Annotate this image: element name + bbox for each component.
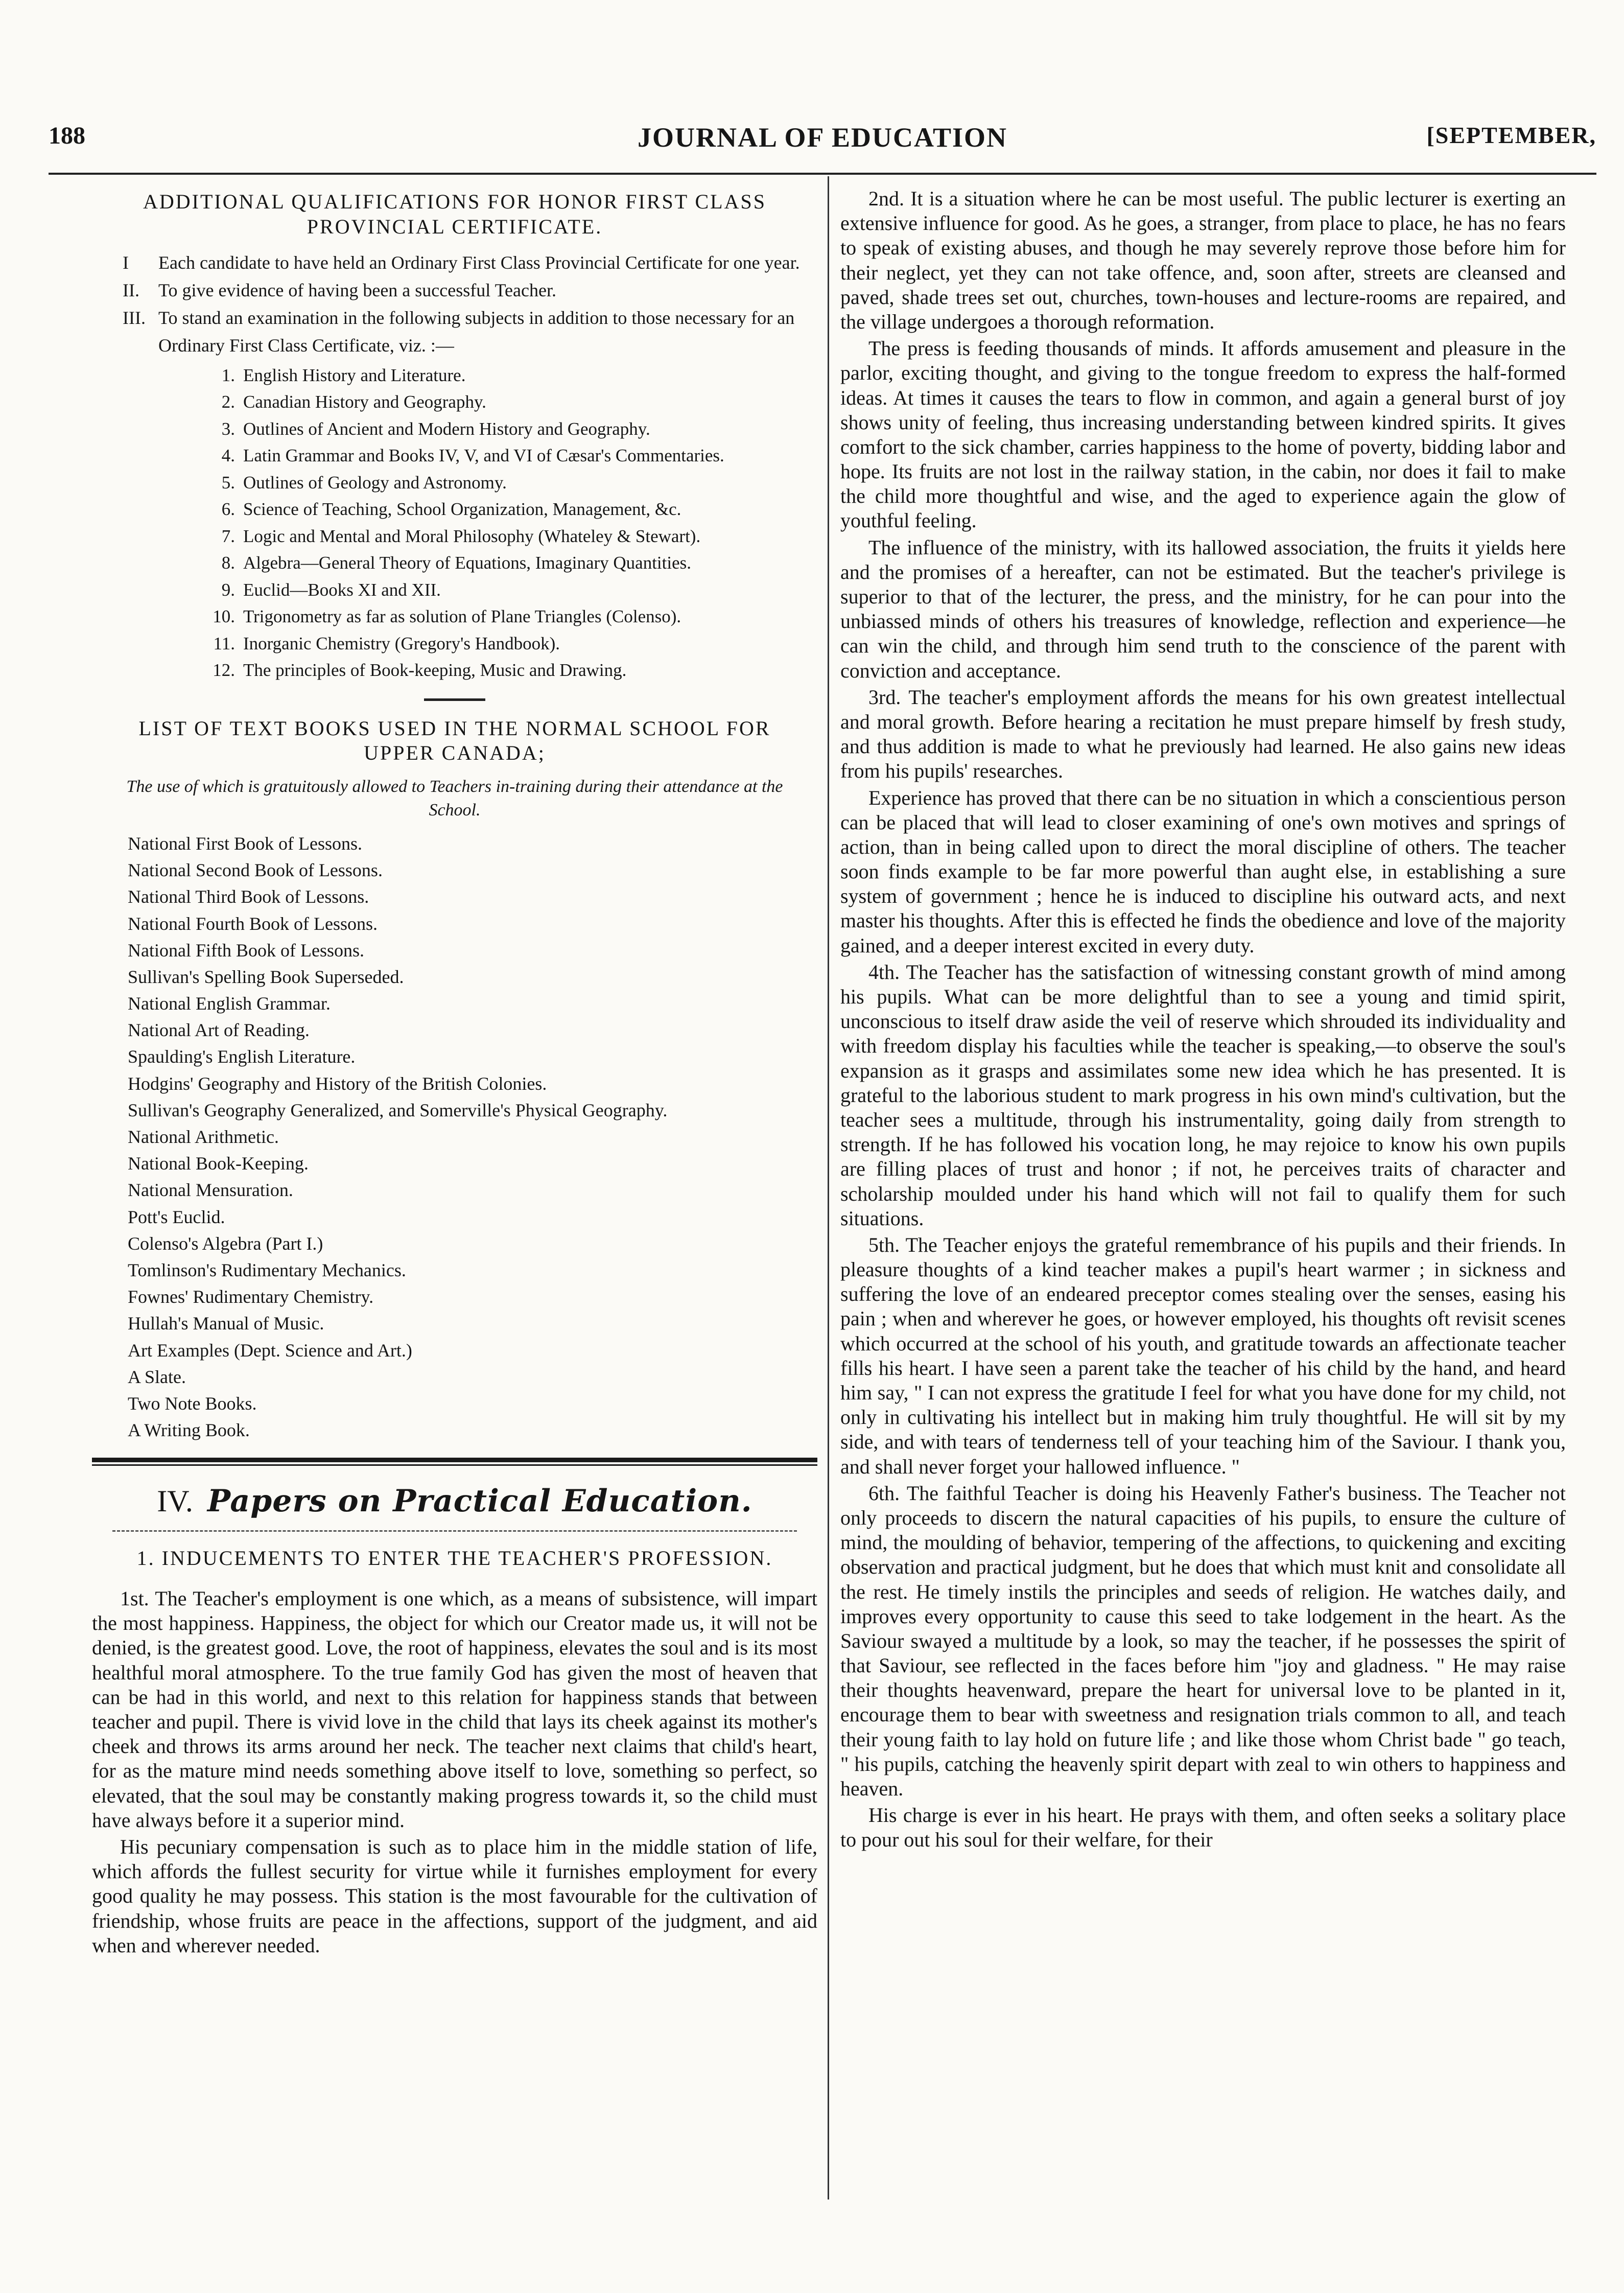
text-book-item: National Second Book of Lessons.: [128, 860, 383, 881]
text-book-item: National English Grammar.: [128, 993, 331, 1014]
subject-text: Canadian History and Geography.: [243, 392, 486, 412]
subject-item: [204, 496, 817, 523]
item-text: To give evidence of having been a successful Teacher.: [158, 279, 556, 300]
text-book-item: Pott's Euclid.: [128, 1206, 225, 1227]
subject-number: 7.: [221, 526, 235, 546]
subject-item: [204, 657, 817, 684]
body-paragraph: Experience has proved that there can be no situation in which a conscientious person can be placed that will lead to closer examining of one's own motives and springs of action, than in being called upon to direct the moral discipline of others. The teacher soon finds example to be far more powerful than aught else, in establishing a sure system of government ; hence he is induced to discipline his outward acts, and next master his thoughts. After this is effected he finds the obedience and love of the majority gained, and a deeper interest excited in every duty.: [840, 786, 1566, 957]
right-column: [840, 186, 1566, 2205]
item-text: To stand an examination in the following subjects in addition to those necessary for an Ordinary First Class Certificate, viz. :—: [158, 307, 795, 356]
subject-text: English History and Literature.: [243, 365, 466, 385]
part-rule-thin: [92, 1464, 817, 1466]
qualification-item: [123, 249, 817, 276]
subject-text: Algebra—General Theory of Equations, Imaginary Quantities.: [243, 553, 691, 573]
part-title-text: Papers on Practical Education.: [207, 1483, 752, 1519]
text-book-item: Spaulding's English Literature.: [128, 1046, 356, 1067]
item-mark: III.: [123, 307, 146, 328]
qualification-item: [123, 276, 817, 304]
text-book-item: Hullah's Manual of Music.: [128, 1313, 324, 1334]
item-mark: II.: [123, 279, 139, 300]
part-number: IV.: [157, 1484, 193, 1518]
subject-number: 5.: [221, 472, 235, 493]
body-paragraph: 6th. The faithful Teacher is doing his Heavenly Father's business. The Teacher not only proceeds to discern the natural capacities of his pupils, to ensure the culture of mind, the moulding of behavior, tempering of the affections, to quickening and exciting observation and practical judgment, but he does that which must knit and consolidate all the rest. He timely instils the principles and seeds of religion. He watches daily, and improves every opportunity to cause this seed to take lodgement in the heart. As the Saviour swayed a multitude by a look, so may the teacher, if he possesses the spirit of that Saviour, see reflected in the faces before him "joy and gladness. " He may raise their thoughts heavenward, prepare the heart for universal love to be planted in it, encourage them to bear with sweetness and resignation trials common to all, and teach their young faith to lay hold on future life ; and like those whom Christ bade " go teach, " his pupils, catching the heavenly spirit depart with zeal to win others to happiness and heaven.: [840, 1481, 1566, 1800]
subject-item: [204, 362, 817, 389]
subject-text: Science of Teaching, School Organization, Management, &c.: [243, 499, 681, 520]
subject-number: 2.: [221, 392, 235, 412]
body-paragraph: 5th. The Teacher enjoys the grateful remembrance of his pupils and their friends. In pleasure thoughts of a kind teacher makes a pupil's heart warmer ; in sickness and suffering the love of an endeared preceptor comes stealing over the senses, easing his pain ; when and wherever he goes, or however employed, his thoughts oft revisit scenes which occurred at the school of his youth, and gratitude towards an affectionate teacher fills his heart. I have seen a parent take the teacher of his child by the hand, and heard him say, " I can not express the gratitude I feel for what you have done for my child, not only in cultivating his intellect but in making him truly thoughtful. He will sit by my side, and with tears of tenderness tell of your teaching him of the Saviour. I thank you, and shall never forget your hallowed influence. ": [840, 1233, 1566, 1478]
text-book-item: Fownes' Rudimentary Chemistry.: [128, 1286, 374, 1307]
subject-number: 1.: [221, 365, 235, 385]
body-paragraph: The press is feeding thousands of minds. It affords amusement and pleasure in the parlor, exciting thought, and giving to the tongue freedom to express the half-formed ideas. At times it causes the tears to flow in common, and again a general burst of joy shows unity of feeling, thus increasing understanding between kindred spirits. It gives comfort to the sick chamber, carries happiness to the home of poverty, bidding labor and hope. Its fruits are not lost in the railway station, in the cabin, nor does it fail to make the child more thoughtful and wise, and the aged to experience again the glow of youthful feeling.: [840, 337, 1566, 532]
qualifications-heading: ADDITIONAL QUALIFICATIONS FOR HONOR FIRST CLASS PROVINCIAL CERTIFICATE.: [143, 190, 766, 238]
qualification-item: [123, 304, 817, 359]
text-book-item: Two Note Books.: [128, 1393, 257, 1414]
subject-item: [204, 416, 817, 443]
subject-text: Outlines of Ancient and Modern History and Geography.: [243, 418, 650, 439]
subject-number: 12.: [213, 660, 235, 681]
text-book-item: Hodgins' Geography and History of the British Colonies.: [128, 1073, 547, 1094]
text-book-item: Art Examples (Dept. Science and Art.): [128, 1340, 412, 1361]
text-book-item: National Arithmetic.: [128, 1127, 279, 1148]
text-book-item: Colenso's Algebra (Part I.): [128, 1233, 323, 1254]
subject-number: 3.: [221, 418, 235, 439]
part-title: [92, 1483, 817, 1519]
subject-text: Inorganic Chemistry (Gregory's Handbook).: [243, 633, 560, 653]
subjects-list: [204, 362, 817, 684]
subject-item: [204, 550, 817, 577]
subject-item: [204, 389, 817, 416]
text-book-item: A Writing Book.: [128, 1420, 250, 1441]
subject-text: Outlines of Geology and Astronomy.: [243, 472, 507, 493]
header-rule: [49, 173, 1596, 175]
subject-item: [204, 603, 817, 630]
body-paragraph: His pecuniary compensation is such as to place him in the middle station of life, which affords the fullest security for virtue while it furnishes employment for every good quality he may possess. This station is the most favourable for the cultivation of friendship, whose fruits are peace in the affections, support of the judgment, and aid when and wherever needed.: [92, 1835, 817, 1957]
subject-text: Trigonometry as far as solution of Plane Triangles (Colenso).: [243, 606, 681, 627]
item-mark: I: [123, 252, 129, 273]
subject-item: [204, 523, 817, 550]
text-book-item: National Mensuration.: [128, 1180, 293, 1201]
subject-text: Latin Grammar and Books IV, V, and VI of Cæsar's Commentaries.: [243, 446, 724, 466]
subject-text: Euclid—Books XI and XII.: [243, 579, 441, 600]
subject-number: 8.: [221, 553, 235, 573]
subject-item: [204, 470, 817, 497]
article-heading: 1. INDUCEMENTS TO ENTER THE TEACHER'S PROFESSION.: [136, 1547, 773, 1570]
subject-item: [204, 577, 817, 604]
body-paragraph: His charge is ever in his heart. He prays with them, and often seeks a solitary place to pour out his soul for their welfare, for their: [840, 1804, 1566, 1852]
subject-text: Logic and Mental and Moral Philosophy (Whateley & Stewart).: [243, 526, 701, 546]
article-body-left: [92, 1586, 817, 1958]
text-book-item: Sullivan's Spelling Book Superseded.: [128, 966, 404, 987]
body-paragraph: 3rd. The teacher's employment affords the means for his own greatest intellectual and moral growth. Before hearing a recitation he must prepare himself by fresh study, and thus addition is made to what he previously had learned. He also gains new ideas from his pupils' researches.: [840, 685, 1566, 783]
issue-month: [SEPTEMBER,: [1426, 122, 1596, 148]
subject-number: 4.: [221, 446, 235, 466]
body-paragraph: The influence of the ministry, with its hallowed association, the fruits it yields here and the promises of a hereafter, can not be estimated. But the teacher's privilege is superior to that of the lecturer, the press, and the ministry, for he can pour into the unbiassed minds of others his treasures of knowledge, reflection and experience—he can win the child, and through him send truth to the conscience of the parent with conviction and acceptance.: [840, 535, 1566, 682]
text-book-item: National Book-Keeping.: [128, 1153, 309, 1174]
body-paragraph: 1st. The Teacher's employment is one which, as a means of subsistence, will impart the most happiness. Happiness, the object for which our Creator made us, it will not be denied, is the greatest good. Love, the root of happiness, elevates the soul and is its most healthful moral atmosphere. To the true family God has given the most of heaven that can be had in this world, and next to this relation for happiness stands that between teacher and pupil. There is vivid love in the child that lays its cheek against its mother's cheek and throws its arms around her neck. The teacher next claims that child's heart, for as the mature mind needs something above itself to love, something so perfect, so elevated, that the soul may be constantly making progress towards it, so the child must have always before it a superior mind.: [92, 1587, 817, 1832]
subject-number: 9.: [221, 579, 235, 600]
subject-number: 6.: [221, 499, 235, 520]
column-divider: [828, 176, 829, 2200]
page-number: 188: [49, 122, 85, 149]
part-rule-thick: [92, 1458, 817, 1462]
left-column: [92, 186, 817, 2205]
text-book-item: National Fifth Book of Lessons.: [128, 940, 364, 961]
subject-item: [204, 442, 817, 470]
article-body-right: [840, 186, 1566, 1853]
text-book-item: Tomlinson's Rudimentary Mechanics.: [128, 1259, 406, 1280]
text-book-item: National First Book of Lessons.: [128, 833, 362, 854]
body-paragraph: 2nd. It is a situation where he can be most useful. The public lecturer is exerting an extensive influence for good. As he goes, a stranger, from place to place, he has no fears to speak of existing abuses, and though he may severely reprove those before him for their neglect, yet they can not take offence, and, soon after, streets are cleansed and paved, shade trees set out, churches, town-houses and lecture-rooms are repaired, and the village undergoes a thorough reformation.: [840, 187, 1566, 333]
journal-title: JOURNAL OF EDUCATION: [637, 122, 1008, 153]
part-dash-rule: [112, 1530, 797, 1532]
subject-item: [204, 630, 817, 658]
subject-number: 11.: [213, 633, 235, 653]
text-book-item: National Fourth Book of Lessons.: [128, 913, 378, 934]
text-book-item: A Slate.: [128, 1366, 186, 1387]
text-books-list: [128, 830, 817, 1443]
section-rule: [424, 698, 485, 701]
page-header: [49, 122, 1596, 168]
text-book-item: Sullivan's Geography Generalized, and Somerville's Physical Geography.: [128, 1099, 668, 1120]
text-books-heading: LIST OF TEXT BOOKS USED IN THE NORMAL SCHOOL FOR UPPER CANADA;: [138, 716, 771, 765]
subject-number: 10.: [213, 606, 235, 627]
item-text: Each candidate to have held an Ordinary First Class Provincial Certificate for one year.: [158, 252, 800, 273]
body-paragraph: 4th. The Teacher has the satisfaction of witnessing constant growth of mind among his pupils. What can be more delightful than to see a young and timid spirit, unconscious to itself draw aside the veil of reserve which shrouded its individuality and with freedom display his faculties while the teacher is speaking,—to observe the soul's expansion as it grasps and assimilates some new idea which he has presented. It is grateful to the laborious student to mark progress in his own mind's cultivation, but the teacher sees a multitude, through his instrumentality, going daily from strength to strength. If he has followed his vocation long, he may rejoice to know his own pupils are filling places of trust and honor ; if not, he perceives traits of character and scholarship moulded under his hand which will not fail to qualify them for such situations.: [840, 960, 1566, 1230]
subject-text: The principles of Book-keeping, Music and Drawing.: [243, 660, 627, 681]
text-book-item: National Art of Reading.: [128, 1020, 310, 1041]
text-books-intro: The use of which is gratuitously allowed to Teachers in-training during their attendance at the School.: [126, 777, 783, 820]
text-book-item: National Third Book of Lessons.: [128, 886, 369, 907]
qualifications-list: [123, 249, 817, 359]
